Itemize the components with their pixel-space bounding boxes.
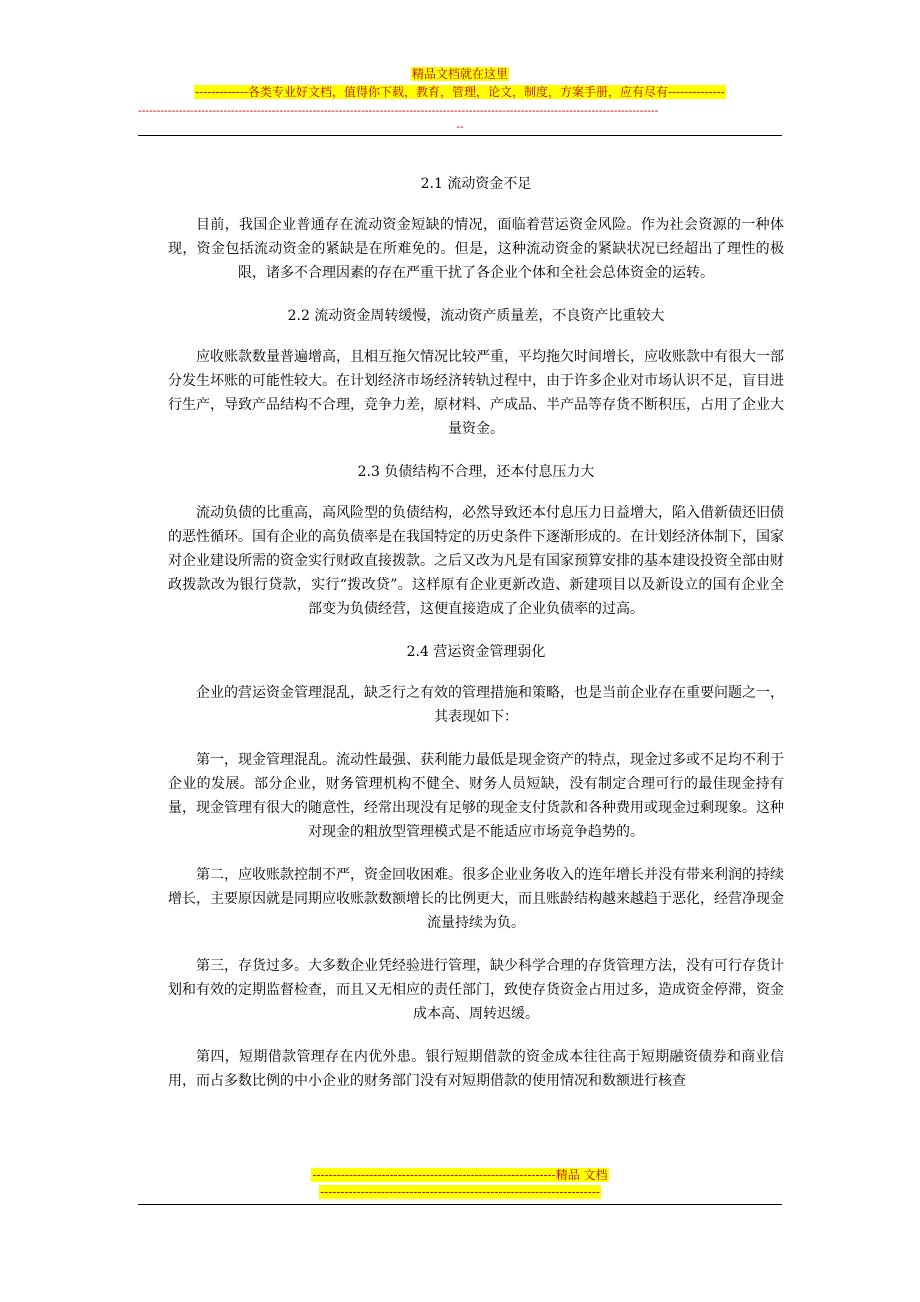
header-title-text: 精品文档就在这里 — [411, 67, 508, 81]
paragraph: 企业的营运资金管理混乱，缺乏行之有效的管理措施和策略，也是当前企业存在重要问题之一，其表现如下： — [196, 685, 784, 725]
header-dash-line: -------------------------------------------------------------------------------------------------------------------------------------------- — [138, 104, 659, 117]
header-title — [0, 66, 920, 82]
header-rule — [138, 135, 782, 136]
section-heading: 2.4 营运资金管理弱化 — [406, 644, 546, 660]
section-heading: 2.3 负债结构不合理，还本付息压力大 — [357, 464, 595, 480]
paragraph: 第四，短期借款管理存在内优外患。银行短期借款的资金成本往往高于短期融资债券和商业信用，而占多数比例的中小企业的财务部门没有对短期借款的使用情况和数额进行核查 — [168, 1049, 784, 1089]
paragraph: 第三，存货过多。大多数企业凭经验进行管理，缺少科学合理的存货管理方法，没有可行存货计划和有效的定期监督检查，而且又无相应的责任部门，致使存货资金占用过多，造成资金停滞，资金成本高、周转迟缓。 — [168, 958, 784, 1022]
header-dash-tail: -- — [456, 120, 464, 133]
paragraph: 流动负债的比重高，高风险型的负债结构，必然导致还本付息压力日益增大，陷入借新债还旧债的恶性循环。国有企业的高负债率是在我国特定的历史条件下逐渐形成的。在计划经济体制下，国家对企业建设所需的资金实行财政直接拨款。之后又改为凡是有国家预算安排的基本建设投资全部由财政拨款改为银行贷款，实行“拨改贷”。这样原有企业更新改造、新建项目以及新设立的国有企业全部变为负债经营，这便直接造成了企业负债率的过高。 — [168, 505, 784, 617]
footer-line-1 — [0, 1167, 920, 1183]
header-tagline-text: -------------各类专业好文档，值得你下载，教育，管理，论文，制度，方案手册，应有尽有-------------- — [195, 85, 725, 99]
footer-rule — [138, 1204, 782, 1205]
section-heading: 2.1 流动资金不足 — [420, 176, 532, 192]
paragraph: 目前，我国企业普通存在流动资金短缺的情况，面临着营运资金风险。作为社会资源的一种体现，资金包括流动资金的紧缺是在所难免的。但是，这种流动资金的紧缺状况已经超出了理性的极限，诸多不合理因素的存在严重干扰了各企业个体和全社会总体资金的运转。 — [168, 217, 784, 281]
footer-line-2 — [0, 1184, 920, 1200]
footer-line-1-text: ------------------------------------------------------------精品 文档 — [312, 1168, 608, 1182]
section-heading: 2.2 流动资金周转缓慢，流动资产质量差，不良资产比重较大 — [287, 308, 665, 324]
paragraph: 应收账款数量普遍增高，且相互拖欠情况比较严重，平均拖欠时间增长，应收账款中有很大一部分发生坏账的可能性较大。在计划经济市场经济转轨过程中，由于许多企业对市场认识不足，盲目进行生产，导致产品结构不合理，竞争力差，原材料、产成品、半产品等存货不断积压，占用了企业大量资金。 — [168, 349, 784, 437]
document-body — [168, 172, 784, 1093]
paragraph: 第一，现金管理混乱。流动性最强、获利能力最低是现金资产的特点，现金过多或不足均不利于企业的发展。部分企业，财务管理机构不健全、财务人员短缺，没有制定合理可行的最佳现金持有量，现金管理有很大的随意性，经常出现没有足够的现金支付货款和各种费用或现金过剩现象。这种对现金的粗放型管理模式是不能适应市场竞争趋势的。 — [168, 752, 784, 840]
paragraph: 第二，应收账款控制不严，资金回收困难。很多企业业务收入的连年增长并没有带来利润的持续增长，主要原因就是同期应收账款数额增长的比例更大，而且账龄结构越来越趋于恶化，经营净现金流量持续为负。 — [168, 867, 784, 931]
footer-line-2-text: --------------------------------------------------------------------- — [320, 1185, 600, 1199]
header-tagline — [0, 84, 920, 100]
